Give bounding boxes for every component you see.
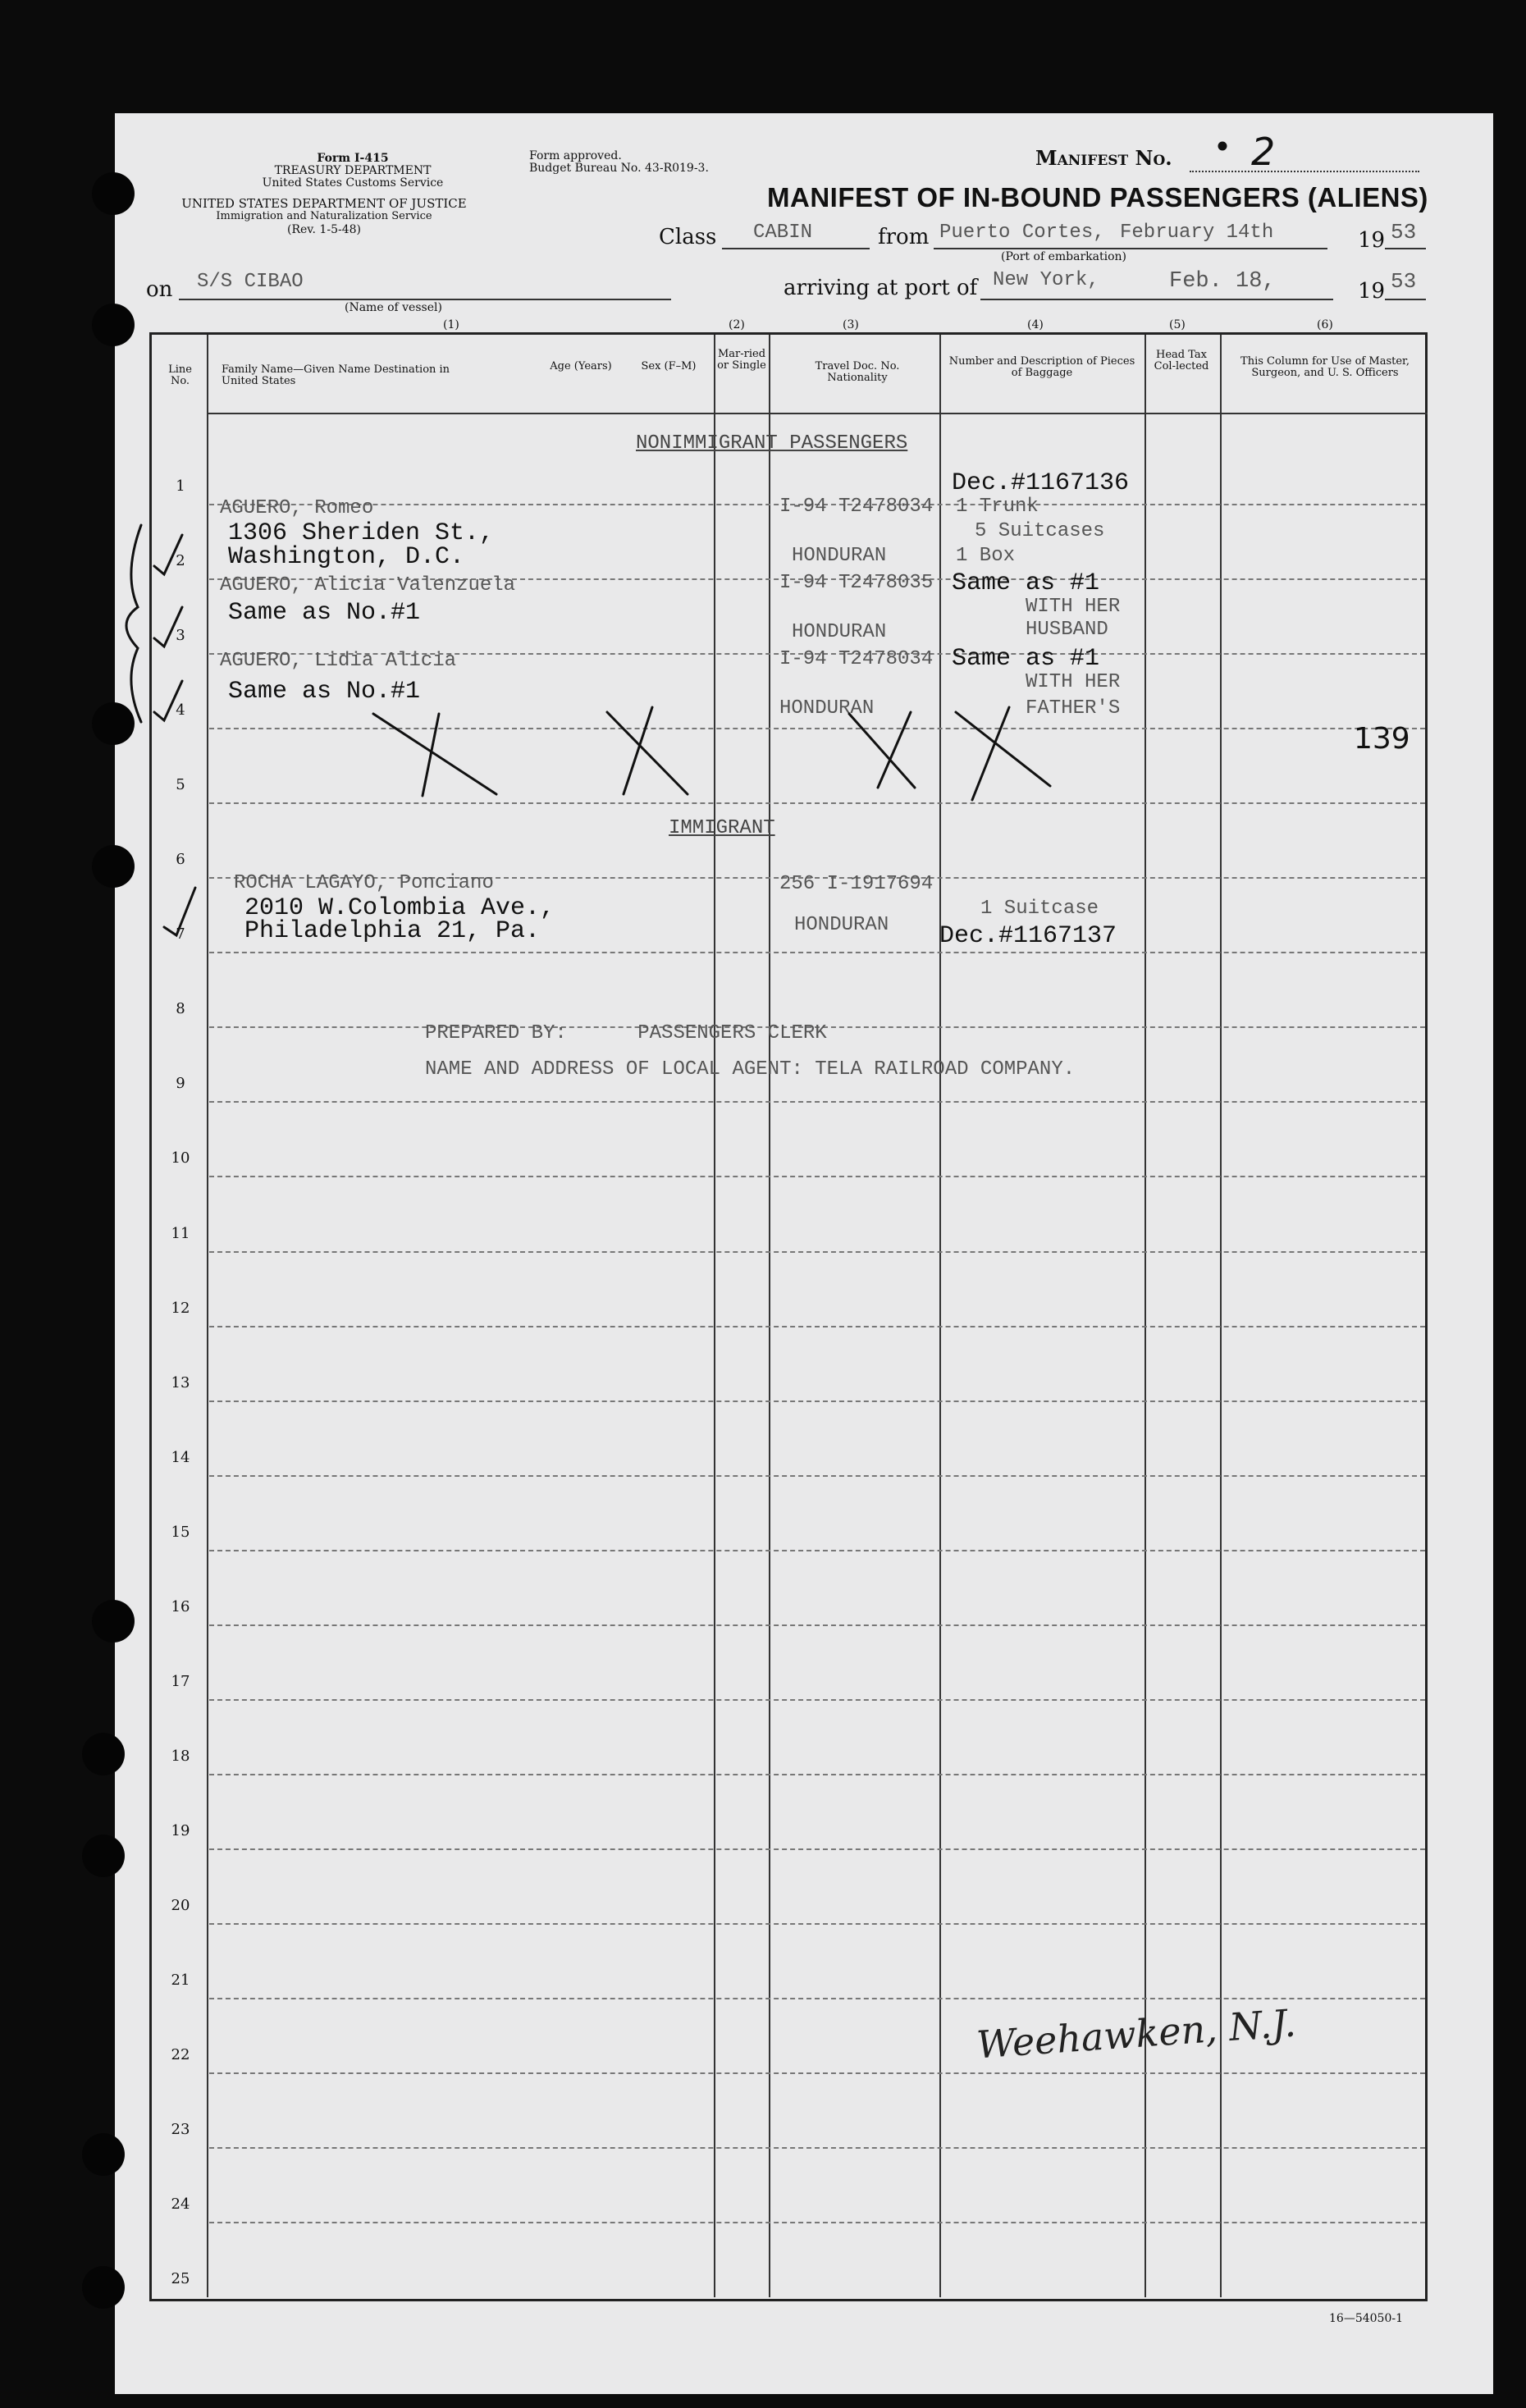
column-number-1: (1) (443, 318, 459, 331)
passenger-3-doc: I-94 T2478034 (779, 648, 934, 670)
arriving-label: arriving at port of (784, 276, 978, 300)
line-number: 24 (171, 2196, 190, 2213)
class-label: Class (659, 225, 717, 249)
on-label: on (146, 277, 173, 302)
stamp-number: 139 (1354, 722, 1410, 756)
class-value: CABIN (753, 222, 813, 244)
line-number: 22 (171, 2046, 190, 2063)
passenger-4-address1: 2010 W.Colombia Ave., (244, 894, 555, 922)
passenger-1-nationality: HONDURAN (792, 545, 887, 567)
passenger-3-bag1: Same as #1 (952, 645, 1100, 673)
section-nonimmigrant: NONIMMIGRANT PASSENGERS (636, 432, 908, 455)
header-sex: Sex (F–M) (641, 360, 697, 372)
from-date: February 14th (1120, 222, 1274, 244)
header-name: Family Name—Given Name Destination in United States (222, 363, 450, 387)
vessel-name: S/S CIBAO (197, 271, 304, 293)
passenger-4-doc: 256 I-1917694 (779, 873, 934, 895)
cross-mark (972, 707, 1009, 800)
year-value-2: 53 (1391, 269, 1417, 294)
line-number: 23 (171, 2121, 190, 2138)
local-agent: NAME AND ADDRESS OF LOCAL AGENT: TELA RAILROAD COMPANY. (425, 1058, 1076, 1081)
header-travel-doc: Travel Doc. No. Nationality (815, 360, 900, 384)
justice-dept: UNITED STATES DEPARTMENT OF JUSTICE (181, 196, 467, 211)
line-number: 8 (176, 1000, 185, 1017)
passenger-1-address1: 1306 Sheriden St., (228, 519, 495, 547)
check-mark (154, 535, 182, 574)
passenger-1-name: AGUERO, Romeo (220, 497, 374, 519)
passenger-3-bag2: WITH HER (1026, 671, 1121, 693)
vessel-caption: (Name of vessel) (345, 301, 442, 314)
line-number: 6 (176, 851, 185, 868)
check-mark (154, 681, 182, 720)
prepared-by: PREPARED BY: PASSENGERS CLERK (425, 1022, 827, 1044)
customs-service: United States Customs Service (262, 176, 444, 190)
passenger-2-bag3: HUSBAND (1026, 619, 1108, 641)
passenger-4-address2: Philadelphia 21, Pa. (244, 917, 541, 945)
line-number: 19 (171, 1822, 190, 1839)
header-baggage: Number and Description of Pieces of Baggage (948, 355, 1135, 379)
header-married: Mar-ried or Single (717, 348, 766, 372)
passenger-4-bag1: 1 Suitcase (980, 898, 1099, 920)
passenger-1-bag3: 1 Box (956, 545, 1016, 567)
line-number: 7 (176, 925, 185, 943)
line-number: 14 (171, 1449, 190, 1466)
treasury-dept: TREASURY DEPARTMENT (274, 164, 432, 177)
line-number: 3 (176, 627, 185, 644)
line-number: 10 (171, 1149, 190, 1167)
passenger-4-name: ROCHA LAGAYO, Ponciano (234, 872, 494, 894)
passenger-1-declaration: Dec.#1167136 (952, 469, 1130, 497)
form-revision: (Rev. 1-5-48) (287, 223, 361, 236)
check-mark (164, 888, 195, 935)
line-number: 20 (171, 1897, 190, 1914)
passenger-3-nationality: HONDURAN (779, 697, 875, 720)
passenger-2-name: AGUERO, Alicia Valenzuela (220, 574, 516, 596)
line-number: 9 (176, 1075, 185, 1092)
passenger-2-bag1: Same as #1 (952, 569, 1100, 597)
arrival-date: Feb. 18, (1169, 269, 1276, 294)
line-number: 11 (171, 1225, 190, 1242)
passenger-3-name: AGUERO, Lidia Alicia (220, 650, 457, 672)
line-number: 12 (171, 1300, 190, 1317)
form-number: Form I-415 (317, 152, 389, 165)
from-port: Puerto Cortes, (939, 222, 1105, 244)
manifest-title: MANIFEST OF IN-BOUND PASSENGERS (ALIENS) (767, 182, 1428, 212)
handwritten-signature: Weehawken, N.J. (975, 2000, 1298, 2068)
footer-code: 16—54050-1 (1329, 2312, 1403, 2325)
line-number: 5 (176, 776, 185, 793)
passenger-4-declaration: Dec.#1167137 (939, 922, 1117, 950)
header-age: Age (Years) (550, 360, 612, 372)
line-number: 2 (176, 552, 185, 569)
passenger-1-doc: I-94 T2478034 (779, 496, 934, 518)
column-number-3: (3) (843, 318, 859, 331)
passenger-2-doc: I-94 T2478035 (779, 572, 934, 594)
manifest-no-value: 2 (1251, 130, 1276, 174)
bracket-mark (126, 525, 141, 722)
ink-dot (1219, 143, 1226, 149)
passenger-4-nationality: HONDURAN (794, 914, 889, 936)
cross-mark (373, 714, 496, 794)
manifest-no-label: Manifest No. (1035, 146, 1172, 170)
passenger-1-bag2: 5 Suitcases (975, 520, 1105, 542)
column-number-5: (5) (1169, 318, 1186, 331)
arrival-port: New York, (993, 269, 1099, 291)
line-number: 1 (176, 477, 185, 495)
line-number: 13 (171, 1374, 190, 1391)
line-number: 4 (176, 701, 185, 719)
line-number: 21 (171, 1972, 190, 1989)
section-immigrant: IMMIGRANT (669, 817, 775, 839)
budget-bureau: Budget Bureau No. 43-R019-3. (529, 162, 709, 175)
passenger-3-address: Same as No.#1 (228, 678, 421, 706)
line-number: 15 (171, 1524, 190, 1541)
line-number: 18 (171, 1748, 190, 1765)
year-prefix: 19 (1358, 228, 1386, 253)
passenger-2-address: Same as No.#1 (228, 599, 421, 627)
passenger-2-nationality: HONDURAN (792, 621, 887, 643)
passenger-2-bag2: WITH HER (1026, 596, 1121, 618)
column-number-4: (4) (1027, 318, 1044, 331)
passenger-1-address2: Washington, D.C. (228, 543, 465, 571)
column-number-2: (2) (729, 318, 745, 331)
check-mark (154, 607, 182, 647)
ins-service: Immigration and Naturalization Service (216, 210, 432, 222)
passenger-3-bag3: FATHER'S (1026, 697, 1121, 720)
passenger-1-bag1: 1 Trunk (956, 496, 1039, 518)
from-label: from (878, 225, 930, 249)
line-number: 17 (171, 1673, 190, 1690)
header-line-no: Line No. (168, 363, 192, 387)
year-prefix-2: 19 (1358, 279, 1386, 304)
header-officers: This Column for Use of Master, Surgeon, and U. S. Officers (1240, 355, 1409, 379)
line-number: 25 (171, 2270, 190, 2287)
header-head-tax: Head Tax Col-lected (1154, 349, 1209, 372)
column-number-6: (6) (1317, 318, 1333, 331)
port-of-embarkation-caption: (Port of embarkation) (1001, 250, 1126, 263)
line-number: 16 (171, 1598, 190, 1615)
year-value-1: 53 (1391, 220, 1417, 244)
form-approved: Form approved. (529, 149, 622, 162)
cross-mark (624, 707, 652, 794)
